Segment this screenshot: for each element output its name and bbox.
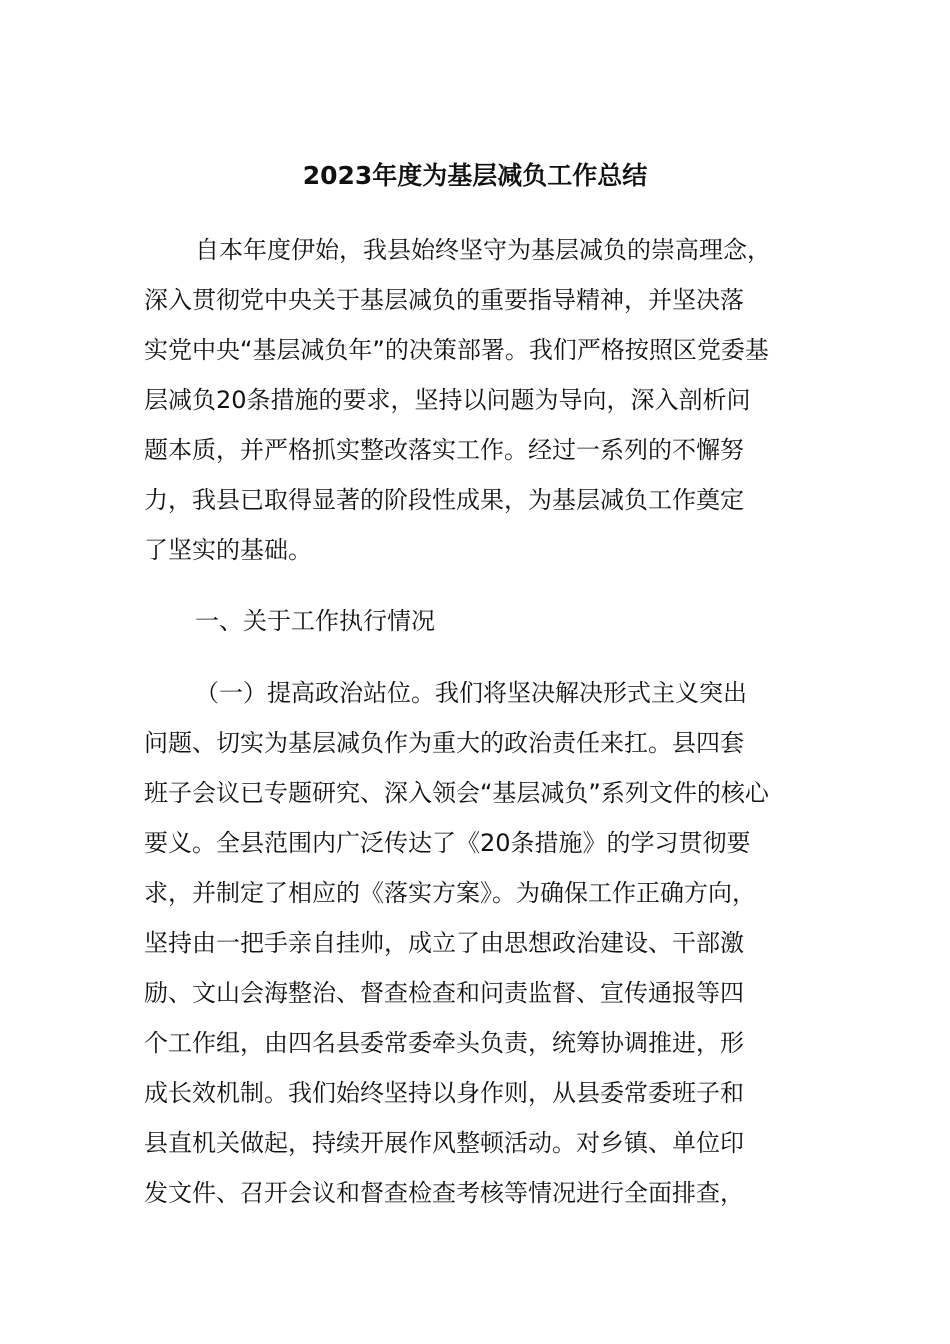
paragraph-2-line-11: 发文件、召开会议和督查检查考核等情况进行全面排查， [144, 1179, 744, 1207]
paragraph-2-line-1: （一）提高政治站位。我们将坚决解决形式主义突出 [195, 679, 747, 707]
paragraph-1-line-2: 深入贯彻党中央关于基层减负的重要指导精神，并坚决落 [144, 286, 744, 314]
paragraph-1-line-4: 层减负20条措施的要求，坚持以问题为导向，深入剖析问 [144, 386, 751, 414]
paragraph-2-line-4: 要义。全县范围内广泛传达了《20条措施》的学习贯彻要 [144, 829, 751, 857]
paragraph-2-line-6: 坚持由一把手亲自挂帅，成立了由思想政治建设、干部激 [144, 929, 744, 957]
paragraph-2-line-5: 求，并制定了相应的《落实方案》。为确保工作正确方向， [144, 879, 756, 907]
paragraph-1-line-6: 力，我县已取得显著的阶段性成果，为基层减负工作奠定 [144, 486, 744, 514]
paragraph-2-line-8: 个工作组，由四名县委常委牵头负责，统筹协调推进，形 [144, 1029, 744, 1057]
paragraph-2-line-10: 县直机关做起，持续开展作风整顿活动。对乡镇、单位印 [144, 1129, 744, 1157]
document-title: 2023年度为基层减负工作总结 [302, 161, 648, 190]
paragraph-1-line-5: 题本质，并严格抓实整改落实工作。经过一系列的不懈努 [144, 436, 744, 464]
paragraph-2-line-2: 问题、切实为基层减负作为重大的政治责任来扛。县四套 [144, 729, 744, 757]
section-1-heading: 一、关于工作执行情况 [195, 607, 435, 635]
paragraph-2-line-7: 励、文山会海整治、督查检查和问责监督、宣传通报等四 [144, 979, 744, 1007]
paragraph-1-line-7: 了坚实的基础。 [144, 536, 312, 564]
paragraph-1-line-3: 实党中央“基层减负年”的决策部署。我们严格按照区党委基 [144, 336, 769, 364]
paragraph-2-line-3: 班子会议已专题研究、深入领会“基层减负”系列文件的核心 [144, 779, 769, 807]
paragraph-2-line-9: 成长效机制。我们始终坚持以身作则，从县委常委班子和 [144, 1079, 744, 1107]
paragraph-1-line-1: 自本年度伊始，我县始终坚守为基层减负的崇高理念， [195, 236, 771, 264]
